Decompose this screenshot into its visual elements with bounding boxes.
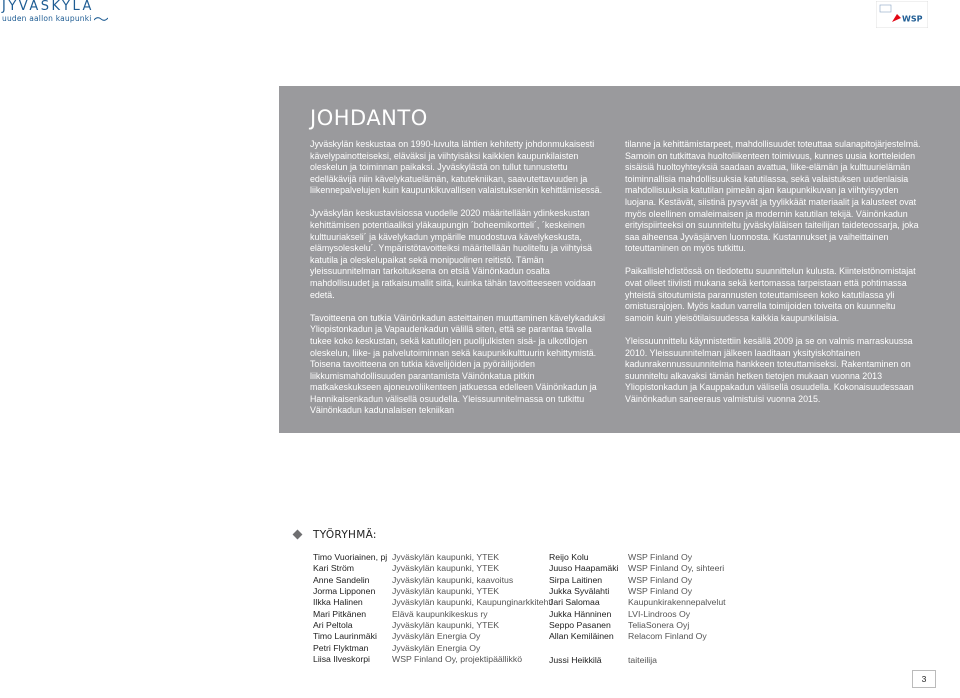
member-name: Anne Sandelin (313, 574, 370, 585)
team-member-row (549, 552, 749, 563)
member-name: Seppo Pasanen (549, 620, 611, 631)
team-member-row (549, 620, 749, 631)
member-org: WSP Finland Oy, projektipäällikkö (392, 654, 523, 665)
member-org: Relacom Finland Oy (628, 631, 707, 642)
intro-right-column (625, 139, 923, 417)
intro-paragraph: tilanne ja kehittämistarpeet, mahdollisuudet toteuttaa sulanapitojärjestelmä. Samoin on tutkittava huoltoliikenteen toimivuus, kunnes uusia kortteleiden sisäisiä huoltoyhteyksiä saadaan avattua, liike-elämän ja kulttuurielämän toiminnallisia mahdollisuuksia katutilassa, sekä valaistuksen uudenlaisia mahdollisuuksia katutilan pimeän ajan kaupunkikuvan ja viihtyisyyden luojana. Kestävät, siistinä pysyvät ja tyylikkäät materiaalit ja kalusteet ovat myös oleellinen omaleimaisen ja modernin katutilan tekijä. Väinönkadun erityispiirteeksi on suunniteltu jyväskyläläisen taiteilijan taideteossarja, joka saa aiheensa Jyväsjärven luonnosta. Kustannukset ja vaiheittainen toteuttaminen on myös tutkittu. (625, 139, 921, 254)
intro-paragraph: Tavoitteena on tutkia Väinönkadun asteittainen muuttaminen kävelykaduksi Yliopistonkadun ja Vapaudenkadun välillä siten, että se parantaa tavalla tukee koko keskustan, sekä katutilojen puolijulkisten sisä- ja ulkotilojen oleskelun, liike- ja palvelutoiminnan sekä kaupunkikulttuurin kehittymistä. Toisena tavoitteena on tutkia kävelijöiden ja pyöräilijöiden liikkumismahdollisuuden parantamista Väinönkatua pitkin matkakeskukseen ajoneuvoliikenteen jatkuessa edelleen Väinönkadun ja Hannikaisenkadun välisellä osuudella. Yleissuunnitelmassa on tutkittu Väinönkadun kadunalaisen tekniikan (310, 312, 606, 416)
team-member-row (549, 563, 749, 574)
diamond-bullet-icon (293, 530, 303, 540)
member-name: Timo Laurinmäki (313, 631, 377, 642)
member-org: WSP Finland Oy (628, 586, 693, 597)
page-number: 3 (912, 670, 936, 688)
team-member-row (313, 563, 553, 574)
team-title: TYÖRYHMÄ: (313, 529, 377, 541)
intro-paragraph: Yleissuunnittelu käynnistettiin kesällä 2009 ja se on valmis marraskuussa 2010. Yleissuunnitelman jälkeen laaditaan yksityiskohtainen kadunrakennussuunnitelma hankkeen toteuttamiseksi. Rakentaminen on suunniteltu alkavaksi tämän hetken tietojen mukaan vuonna 2013 Yliopistonkadun ja Kauppakadun välisellä osuudella. Kokonaisuudessaan Väinönkadun saneeraus valmistuisi vuonna 2015. (625, 335, 914, 404)
member-org: Jyväskylän kaupunki, YTEK (392, 552, 500, 562)
member-org: taiteilija (628, 654, 657, 665)
member-name: Kari Ström (313, 563, 355, 574)
member-name: Jussi Heikkilä (549, 654, 602, 665)
member-org: Jyväskylän kaupunki, YTEK (392, 620, 500, 631)
member-org: Elävä kaupunkikeskus ry (392, 608, 488, 619)
team-member-row (313, 654, 553, 665)
member-org: Jyväskylän kaupunki, kaavoitus (392, 574, 514, 585)
team-member-row (549, 586, 749, 597)
member-org: Jyväskylän Energia Oy (392, 631, 481, 642)
member-name: Liisa Ilveskorpi (313, 654, 370, 665)
member-name: Reijo Kolu (549, 552, 589, 562)
member-name: Jukka Syvälahti (549, 586, 610, 597)
member-org: Kaupunkirakennepalvelut (628, 597, 726, 608)
wave-icon (94, 16, 108, 22)
intro-paragraph: Paikallislehdistössä on tiedotettu suunnittelun kulusta. Kiinteistönomistajat ovat olleet tiiviisti mukana sekä kertomassa tarpeistaan että pohtimassa yhteistä sitoutumista parannusten toteuttamiseen koko katutilassa yli omistusrajojen. Myös kadun varrella toimijoiden toiveita on kuunneltu samoin kuin yleisötilaisuudessa kaikkia kaupunkilaisia. (625, 266, 916, 323)
team-member-row (313, 597, 553, 608)
member-org: WSP Finland Oy, sihteeri (628, 563, 725, 574)
team-member-row (313, 586, 553, 597)
member-name: Allan Kemiläinen (549, 631, 614, 642)
wsp-logo-text: WSP (902, 14, 923, 24)
team-member-row (313, 620, 553, 631)
member-org: WSP Finland Oy (628, 552, 693, 562)
member-name: Ari Peltola (313, 620, 353, 631)
intro-paragraph: Jyväskylän keskustaa on 1990-luvulta lähtien kehitetty johdonmukaisesti kävelypainotteiseksi, eläväksi ja viihtyisäksi kaikkien kaupunkilaisten oleskelun ja toiminnan paikaksi. Jyväskylästä on tullut tunnustettu edelläkävijä niin kävelykatuelämän, katutekniikan, saavutettavuuden ja liikennepalvelujen kuin kaupunkikuvallisen valaistuksenkin kehittämisessä. (310, 139, 603, 196)
team-member-row (313, 575, 553, 586)
team-list-right (549, 552, 749, 666)
page-title: JOHDANTO (310, 106, 428, 130)
team-member-row (549, 575, 749, 586)
logo-wordmark: JYVÄSKYLÄ (2, 0, 94, 14)
intro-paragraph: Jyväskylän keskustavisiossa vuodelle 2020 määritellään ydinkeskustan kehittämisen potentiaaliksi yläkaupungin ´boheemikortteli´, ´keskeinen kulttuuriakseli´ ja kävelykadun ympärille muodostuva kävelykeskusta, elämysoleskelu´. Ympäristötavoitteiksi määritellään huoliteltu ja viihtyisä katutila ja oleskelupaikat sekä monipuolinen reitistö. Tämän yleissuunnitelman tarkoituksena on etsiä Väinönkadun osalta mahdollisuudet ja ratkaisumallit siitä, kuinka tähän tavoitteeseen voidaan edetä. (310, 208, 596, 300)
member-name: Juuso Haapamäki (549, 563, 619, 574)
team-member-row (549, 597, 749, 608)
team-member-row (313, 552, 553, 563)
member-name: Jari Salomaa (549, 597, 600, 608)
member-name: Timo Vuoriainen, pj (313, 552, 388, 562)
member-org: Jyväskylän kaupunki, YTEK (392, 563, 500, 574)
team-member-row (313, 609, 553, 620)
member-org: Jyväskylän Energia Oy (392, 642, 481, 653)
jyvaskyla-logo (2, 0, 108, 23)
member-name: Jorma Lipponen (313, 586, 376, 597)
member-org: WSP Finland Oy (628, 574, 693, 585)
member-name: Ilkka Halinen (313, 597, 363, 608)
member-name: Petri Flyktman (313, 642, 369, 653)
team-list-left (313, 552, 553, 665)
member-name: Jukka Hänninen (549, 608, 612, 619)
member-name: Mari Pitkänen (313, 608, 367, 619)
team-member-row (549, 655, 749, 666)
wsp-logo (876, 1, 928, 28)
logo-tagline: uuden aallon kaupunki (2, 14, 92, 23)
team-member-row (549, 631, 749, 642)
member-org: Jyväskylän kaupunki, YTEK (392, 586, 500, 597)
team-member-row (549, 609, 749, 620)
member-name: Sirpa Laitinen (549, 574, 603, 585)
member-org: TeliaSonera Oyj (628, 620, 690, 631)
member-org: LVI-Lindroos Oy (628, 608, 691, 619)
team-member-row (313, 643, 553, 654)
team-member-row (313, 631, 553, 642)
intro-left-column (310, 139, 606, 429)
member-org: Jyväskylän kaupunki, Kaupunginarkkitehti (392, 597, 553, 608)
